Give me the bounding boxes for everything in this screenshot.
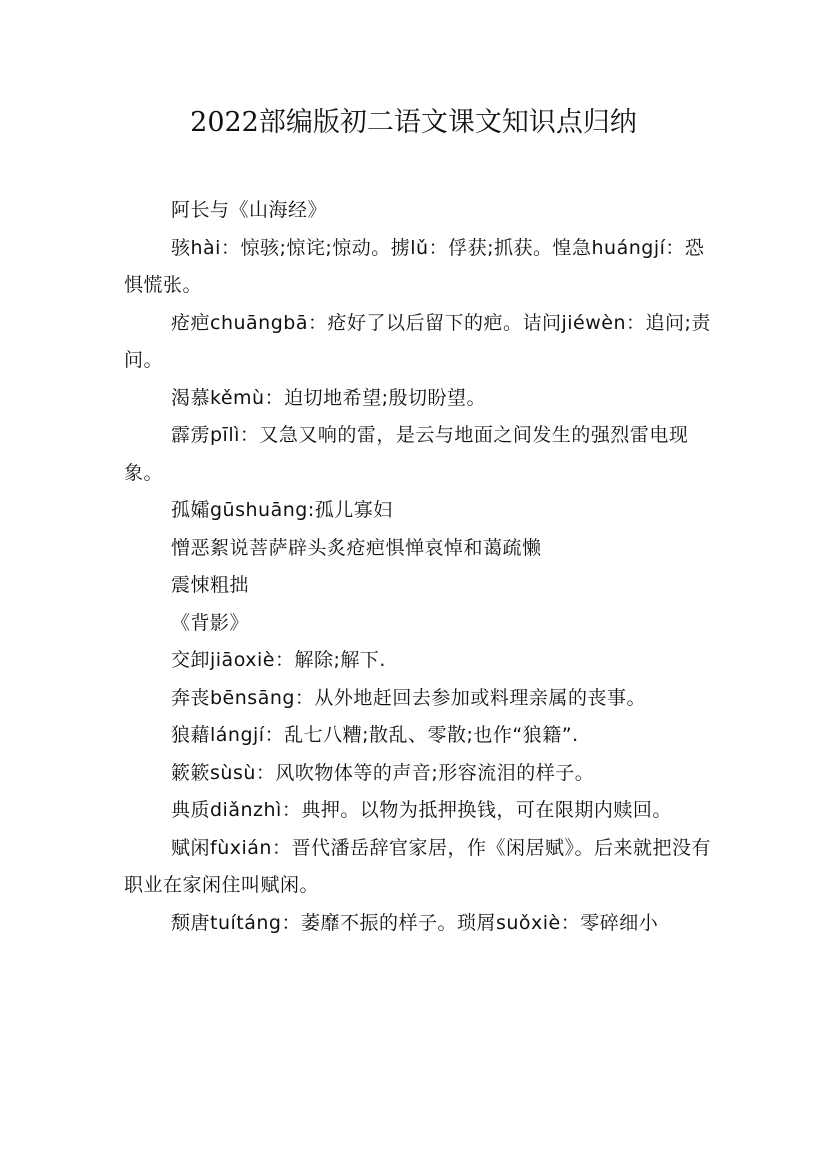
paragraph: 簌簌sùsù：风吹物体等的声音;形容流泪的样子。 xyxy=(171,761,595,784)
paragraph: 交卸jiāoxiè：解除;解下. xyxy=(171,649,386,671)
paragraph: 典质diǎnzhì：典押。以物为抵押换钱，可在限期内赎回。 xyxy=(171,799,672,821)
paragraph: 狼藉lángjí：乱七八糟;散乱、零散;也作“狼籍”. xyxy=(171,724,579,746)
document-title: 2022部编版初二语文课文知识点归纳 xyxy=(190,107,637,138)
paragraph: 奔丧bēnsāng：从外地赶回去参加或料理亲属的丧事。 xyxy=(171,686,646,709)
paragraph: 孤孀gūshuāng:孤儿寡妇 xyxy=(171,499,393,521)
paragraph: 渴慕kěmù：迫切地希望;殷切盼望。 xyxy=(171,386,486,409)
paragraph: 赋闲fùxián：晋代潘岳辞官家居，作《闲居赋》。后来就把没有职业在家闲住叫赋闲。 xyxy=(124,836,711,896)
paragraph: 骇hài：惊骇;惊诧;惊动。掳lǔ：俘获;抓获。惶急huángjí：恐惧慌张。 xyxy=(124,236,705,296)
paragraph: 颓唐tuítáng：萎靡不振的样子。琐屑suǒxiè：零碎细小 xyxy=(171,911,659,934)
paragraph: 霹雳pīlì：又急又响的雷，是云与地面之间发生的强烈雷电现象。 xyxy=(124,424,689,484)
section-heading-a-chang: 阿长与《山海经》 xyxy=(171,199,328,221)
document-body xyxy=(124,192,714,942)
section-heading-bei-ying: 《背影》 xyxy=(171,611,250,634)
paragraph: 疮疤chuāngbā：疮好了以后留下的疤。诘问jiéwèn：追问;责问。 xyxy=(124,311,711,371)
paragraph: 震悚粗拙 xyxy=(171,574,250,596)
paragraph: 憎恶絮说菩萨辟头炙疮疤惧惮哀悼和蔼疏懒 xyxy=(171,536,542,559)
